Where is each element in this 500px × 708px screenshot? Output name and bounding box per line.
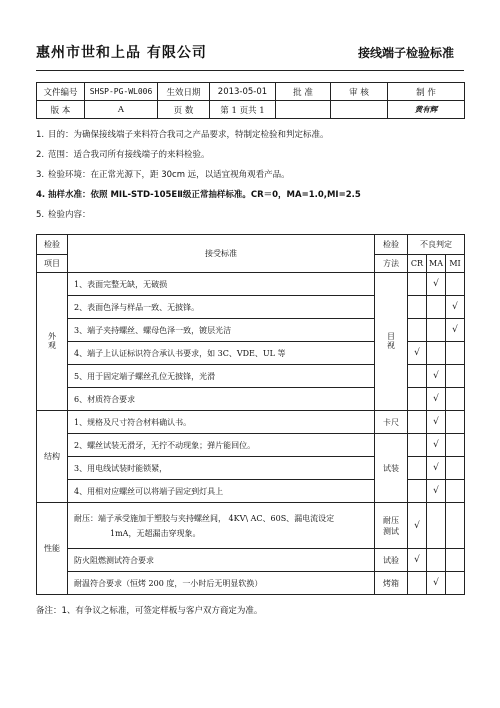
col-ma-head: MA <box>427 255 446 273</box>
method-hipot: 耐压 测试 <box>375 503 408 549</box>
method-oven: 烤箱 <box>375 572 408 595</box>
check-mark: √ <box>427 273 446 296</box>
method-caliper: 卡尺 <box>375 411 408 434</box>
check-mark: √ <box>427 434 446 457</box>
group-appearance: 外观 <box>37 273 68 411</box>
remark-note: 备注：1、有争议之标准，可签定样板与客户双方商定为准。 <box>36 606 263 616</box>
approve-signature-cell <box>276 101 331 119</box>
table-row: 性能 耐压：端子承受施加于塑胶与夹持螺丝间， 4KV\ AC、60S、漏电流设定 1mA，无超漏击穿现象。 耐压 测试 √ <box>37 503 465 549</box>
file-no-value: SHSP-PG-WL006 <box>85 83 158 101</box>
col-cr-head: CR <box>408 255 427 273</box>
col-mi-head: MI <box>446 255 465 273</box>
approve-label: 批 准 <box>276 83 331 101</box>
table-row: 外观 1、表面完整无缺，无破损 目视 √ <box>37 273 465 296</box>
list-item: 3. 检验环境：在正常光源下，距 30cm 远，以适宜视角观看产品。 <box>36 170 290 180</box>
table-row: 5、用于固定端子螺丝孔位无披锋，光滑 √ <box>37 365 465 388</box>
check-mark: √ <box>427 365 446 388</box>
table-row: 4、用相对应螺丝可以将端子固定到灯具上 √ <box>37 480 465 503</box>
eff-date-label: 生效日期 <box>158 83 210 101</box>
maker-signature: 黄有辉 <box>414 105 438 114</box>
make-signature-cell <box>388 101 465 119</box>
col-item-head: 检验 <box>37 235 68 255</box>
list-item: 1. 目的：为确保接线端子来料符合我司之产品要求，特制定检验和判定标准。 <box>36 130 329 140</box>
group-structure: 结构 <box>37 411 68 503</box>
check-mark: √ <box>427 411 446 434</box>
group-performance: 性能 <box>37 503 68 595</box>
check-mark: √ <box>408 342 427 365</box>
table-row: 耐温符合要求（恒烤 200 度，一小时后无明显软换） 烤箱 √ <box>37 572 465 595</box>
inspection-table <box>36 234 465 595</box>
document-info-table <box>36 82 465 119</box>
table-row: 结构 1、规格及尺寸符合材料确认书。 卡尺 √ <box>37 411 465 434</box>
table-row: 2、螺丝试装无滑牙，无拧不动现象；弹片能回位。 试装 √ <box>37 434 465 457</box>
method-fitting: 试装 <box>375 434 408 503</box>
version-label: 版 本 <box>37 101 85 119</box>
table-row: 6、材质符合要求 √ <box>37 388 465 411</box>
table-row: 防火阻燃测试符合要求 试验 √ <box>37 549 465 572</box>
col-defect-head: 不良判定 <box>408 235 465 255</box>
check-mark: √ <box>408 549 427 572</box>
list-item: 4. 抽样水准：依照 MIL-STD-105EⅡ级正常抽样标准。CR＝0，MA=1.0,MI=2.5 <box>36 190 361 200</box>
list-item: 2. 范围：适合我司所有接线端子的来料检验。 <box>36 150 210 160</box>
table-row: 3、用电线试装时能锁紧， √ <box>37 457 465 480</box>
method-test: 试验 <box>375 549 408 572</box>
col-method-head: 检验 <box>375 235 408 255</box>
review-signature-cell <box>331 101 388 119</box>
table-row: 4、端子上认证标识符合承认书要求，如 3C、VDE、UL 等 √ <box>37 342 465 365</box>
check-mark: √ <box>427 388 446 411</box>
eff-date-value: 2013-05-01 <box>210 83 276 101</box>
col-item-head-2: 项目 <box>37 255 68 273</box>
check-mark: √ <box>427 480 446 503</box>
page-value: 第 1 页共 1 <box>210 101 276 119</box>
file-no-label: 文件编号 <box>37 83 85 101</box>
check-mark: √ <box>446 319 465 342</box>
table-row: 2、表面色泽与样品一致、无披锋。 √ <box>37 296 465 319</box>
company-name: 惠州市世和上品 有限公司 <box>36 45 207 61</box>
version-value: A <box>85 101 158 119</box>
col-method-head-2: 方法 <box>375 255 408 273</box>
header-divider <box>36 70 464 71</box>
check-mark: √ <box>427 572 446 595</box>
check-mark: √ <box>446 296 465 319</box>
document-title: 接线端子检验标准 <box>358 46 455 60</box>
list-item: 5. 检验内容： <box>36 210 91 220</box>
check-mark: √ <box>427 457 446 480</box>
col-standard-head: 接受标准 <box>68 235 375 273</box>
review-label: 审 核 <box>331 83 388 101</box>
method-visual: 目视 <box>375 273 408 411</box>
table-row: 3、端子夹持螺丝、螺母色泽一致，镀层光洁 √ <box>37 319 465 342</box>
make-label: 制 作 <box>388 83 465 101</box>
check-mark: √ <box>408 503 427 549</box>
page-label: 页 数 <box>158 101 210 119</box>
